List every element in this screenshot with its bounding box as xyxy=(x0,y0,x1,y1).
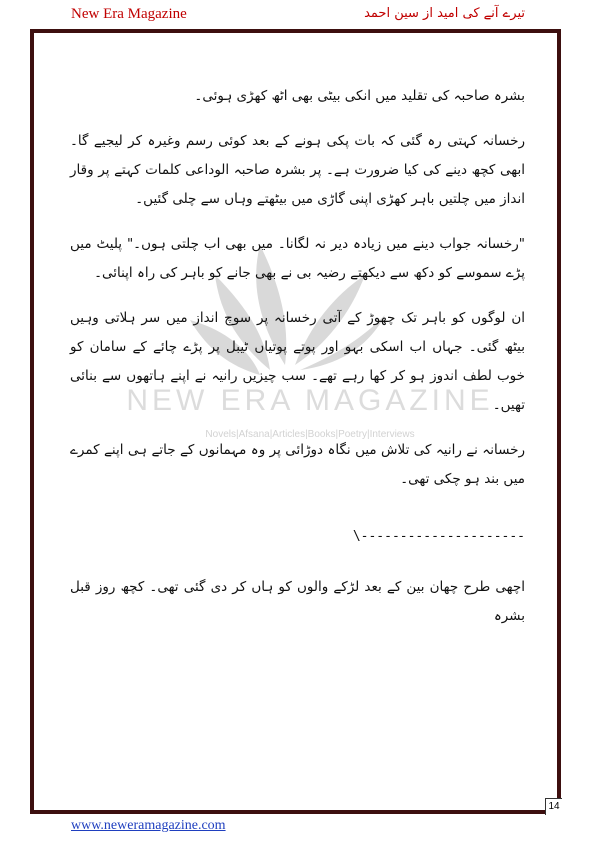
paragraph: ان لوگوں کو باہر تک چھوڑ کے آتی رخسانہ پر سوچ انداز میں سر ہلاتی وہیں بیٹھ گئی۔ جہاں اب اسکی بہو اور پوتے پوتیاں ٹیبل پر پڑے چائے کے سامان کو خوب لطف اندوز ہو کر کھا رہے تھے۔ سب چیزیں رانیہ نے اپنے ہاتھوں سے بنائی تھیں۔ xyxy=(70,310,525,413)
body-text xyxy=(70,82,525,647)
website-link[interactable]: www.neweramagazine.com xyxy=(71,818,226,833)
section-divider: \--------------------- xyxy=(352,529,525,544)
paragraph: رخسانہ کہتی رہ گئی کہ بات پکی ہونے کے بعد کوئی رسم وغیرہ کر لیجیے گا۔ ابھی کچھ دینے کی کیا ضرورت ہے۔ پر بشرہ صاحبہ الوداعی کلمات کہتے پر وقار انداز میں چلتیں باہر کھڑی اپنی گاڑی میں بیٹھتے وہاں سے چلی گئیں۔ xyxy=(70,133,525,207)
watermark-tagline: Novels|Afsana|Articles|Books|Poetry|Interviews xyxy=(205,429,415,440)
watermark-name: NEW ERA MAGAZINE xyxy=(126,384,494,417)
page-number: 14 xyxy=(545,798,562,815)
novel-title: تیرے آنے کی امید از سین احمد xyxy=(364,6,525,21)
paragraph: بشرہ صاحبہ کی تقلید میں انکی بیٹی بھی اٹھ کھڑی ہوئی۔ xyxy=(194,88,525,104)
magazine-name: New Era Magazine xyxy=(71,6,187,22)
paragraph: اچھی طرح چھان بین کے بعد لڑکے والوں کو ہاں کر دی گئی تھی۔ کچھ روز قبل بشرہ xyxy=(70,579,525,624)
paragraph: رخسانہ نے رانیہ کی تلاش میں نگاہ دوڑائی پر وہ مہمانوں کے جاتے ہی اپنے کمرے میں بند ہو چکی تھی۔ xyxy=(70,442,525,487)
paragraph: "رخسانہ جواب دینے میں زیادہ دیر نہ لگانا۔ میں بھی اب چلتی ہوں۔" پلیٹ میں پڑے سموسے کو دکھ سے دیکھتے رضیہ بی نے بھی جانے کو باہر کی راہ اپنائی۔ xyxy=(70,236,525,281)
